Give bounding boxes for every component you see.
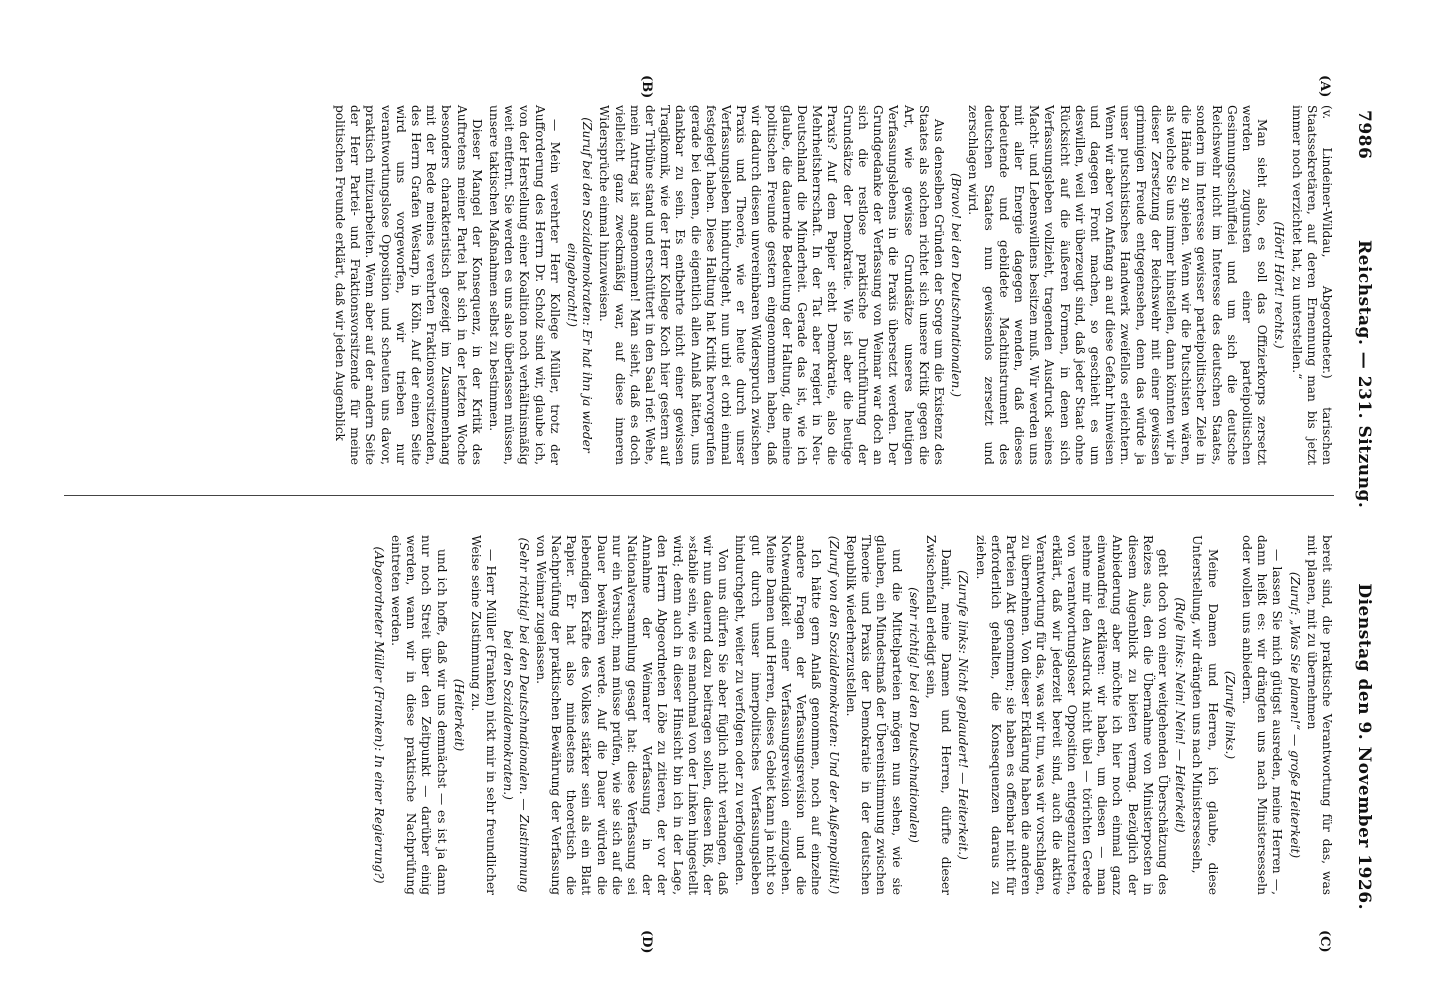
right-column-paragraph: Von uns dürfen Sie aber füglich nicht verlangen, daß wir nun dauernd dazu beitragen sollen, diesen Riß, der »stabile sein, wie es manchmal von der Linken hingestellt wird; denn auch in dieser Hinsicht bin ich in der Lage, den Herrn Abgeordneten Löbe zu zitieren, der vor der Annahme der Weimarer Verfassung in der Nationalversammlung gesagt hat: diese Verfassung sei nur ein Versuch; man müsse prüfen, wie sie sich auf die Dauer bewähren werde. Auf die Dauer würden die lebendigen Kräfte des Volkes stärker sein als ein Blatt Papier. Er hat also mindestens theoretisch die Nachprüfung der praktischen Bewährung der Verfassung von Weimar zugelassen. [533,535,731,895]
right-column-paragraph: (Zurufe links.) [1222,670,1237,760]
right-column-paragraph: — Herr Müller (Franken) nickt mir in sehr freundlicher Weise seine Zustimmung zu. [469,535,499,895]
left-column-paragraph: (Hört! Hört! rechts.) [1272,221,1287,349]
left-column-paragraph: (v. Lindeiner-Wildau, Abgeordneter.) tarischen Staatssekretären, auf deren Ernennung man bis jetzt immer noch verzichtet hat, zu unterstellen.“ [1289,105,1334,465]
margin-mark-a: (A) [1317,75,1332,98]
right-column-paragraph: geht doch von einer weitgehenden Überschätzung des Reizes aus, den die Übernahme von Ministerposten in diesem Augenblick zu bieten vermag. Bezüglich der Anbiederung aber möchte ich hier noch einmal ganz einwandfrei erklären: wir haben, um diesen — man nehme mir den Ausdruck nicht übel — törichten Gerede von verantwortungsloser Opposition entgegenzutreten, erklärt, daß wir jederzeit bereit sind, auch die aktive Verantwortung für das, was wir tun, was wir vorschlagen, zu übernehmen. Von dieser Erklärung haben die anderen Parteien Akt genommen; sie haben es offenbar nicht für erforderlich gehalten, die Konsequenzen daraus zu ziehen. [973,535,1170,895]
column-divider [64,495,1334,496]
right-column-paragraph: Ich hätte gern Anlaß genommen, noch auf einzelne andere Fragen der Verfassungsrevision und die Notwendigkeit einer Verfassungsrevision einzugehen. Meine Damen und Herren, dieses Gebiet kann ja nicht so gut durch unser innerpolitisches Verfassungsleben hindurchgeht, weiter zu verfolgen oder zu verfolgenden. [733,535,824,895]
page-header [1346,110,1374,910]
right-column-paragraph: (sehr richtig! bei den Deutschnationalen) [906,587,921,843]
right-column-paragraph: (Zurufe links: Nicht geplaudert! — Heiterkeit.) [956,570,971,860]
left-column [330,105,1334,465]
page-number: 7986 [1354,110,1374,160]
right-column-paragraph: (Zuruf von den Sozialdemokraten: Und der Außenpolitik!) [826,535,841,895]
margin-mark-c: (C) [1317,930,1332,953]
right-column-paragraph: (Rufe links: Nein! Nein! — Heiterkeit) [1173,597,1188,833]
session-title: Reichstag. — 231. Sitzung. [1354,240,1374,509]
left-column-paragraph: Dieser Mangel der Konsequenz, in der Kritik des Auftretens meiner Partei hat sich in der letzten Woche besonders charakteristisch gezeigt im Zusammenhang mit der Rede meines verehrten Fraktionsvorsitzenden, des Herrn Grafen Westarp, in Köln. Auf der einen Seite wird uns vorgeworfen, wir trieben nur verantwortungslose Opposition und scheuten uns davor, praktisch mitzuarbeiten. Wenn aber auf der andern Seite der Herr Partei- und Fraktionsvorsitzende für meine politischen Freunde erklärt, daß wir jeden Augenblick [333,105,484,465]
left-column-paragraph: (Zuruf bei den Sozialdemokraten: Er hat ihn ja wieder eingebracht!) [565,117,595,453]
right-column-paragraph: Damit, meine Damen und Herren, dürfte dieser Zwischenfall erledigt sein, [923,535,954,895]
right-column-paragraph: (Heiterkeit) [451,678,466,752]
right-column-paragraph: — lassen Sie mich gütigst ausreden, meine Herren —, dann heißt es: wir drängten uns nach Ministersesseln oder wollen uns anbiedern. [1239,535,1285,895]
left-column-paragraph: — Mein verehrter Herr Kollege Müller, trotz der Aufforderung des Herrn Dr. Scholz sind wir, glaube ich, von der Herstellung einer Koalition noch verhältnismäßig weit entfernt. Sie werden es uns also überlassen müssen, unsere taktischen Maßnahmen selbst zu bestimmen. [487,105,562,465]
margin-mark-b: (B) [639,75,654,99]
right-column-paragraph: und ich hoffe, daß wir uns demnächst — es ist ja dann nur noch Streit über den Zeitpunkt — darüber einig werden, wann wir in diese praktische Nachprüfung eintreten werden. [389,535,449,895]
right-column-paragraph: (Sehr richtig! bei den Deutschnationalen. — Zustimmung bei den Sozialdemokraten.) [501,537,531,893]
right-column-paragraph: (Zuruf: „Was Sie planen!“ — große Heiterkeit) [1287,571,1302,859]
right-column [369,535,1334,895]
left-column-paragraph: Aus denselben Gründen der Sorge um die Existenz des Staates als solchen richtet sich unsere Kritik gegen die Art, wie gewisse Grundsätze unseres heutigen Verfassungslebens in die Praxis übersetzt werden. Der Grundgedanke der Verfassung von Weimar war doch an sich die restlose praktische Durchführung der Grundsätze der Demokratie. Wie ist aber die heutige Praxis? Auf dem Papier steht Demokratie, also die Mehrheitsherrschaft. In der Tat aber regiert in Neu-Deutschland die Minderheit. Gerade das ist, wie ich glaube, die dauernde Bedeutung der Haltung, die meine politischen Freunde gestern eingenommen haben, daß wir dadurch diesen unvereinbaren Widerspruch zwischen Praxis und Theorie, wie er heute durch unser Verfassungsleben hindurchgeht, nun urbi et orbi einmal festgelegt haben. Diese Haltung hat Kritik hervorgerufen gerade bei denen, die eigentlich allen Anlaß hätten, uns dankbar zu sein. Es entbehrte nicht einer gewissen Tragikomik, wie der Herr Kollege Koch hier gestern auf der Tribüne stand und erschüttert in den Saal rief: Wehe, mein Antrag ist angenommen! Man sieht, daß es doch vielleicht ganz zweckmäßig war, auf diese inneren Widersprüche einmal hinzuweisen. [597,105,946,465]
session-date: Dienstag den 9. November 1926. [1354,583,1374,910]
right-column-paragraph: bereit sind, die praktische Verantwortung für das, was mit planen, mit zu übernehmen [1304,535,1334,895]
left-column-paragraph: (Bravo! bei den Deutschnationalen.) [949,173,964,397]
right-column-paragraph: (Abgeordneter Müller (Franken): In einer Regierung?) [371,546,386,884]
right-column-paragraph: Meine Damen und Herren, ich glaube, diese Unterstellung, wir drängten uns nach Ministersesseln, [1190,535,1220,895]
right-column-paragraph: und die Mittelparteien mögen nun sehen, wie sie glauben, ein Mindestmaß der Übereinstimmung zwischen Theorie und Praxis der Demokratie in der deutschen Republik wiederherzustellen. [843,535,904,895]
footer [0,0,22,1000]
left-column-paragraph: Man sieht also, es soll das Offizierkorps zersetzt werden zugunsten einer parteipolitischen Gesinnungsschnüffelei und um sich die deutsche Reichswehr nicht im Interesse des deutschen Staates, sondern im Interesse gewisser parteipolitischer Ziele in die Hände zu spielen. Wenn wir die Putschisten wären, als welche Sie uns immer hinstellen, dann könnten wir ja dieser Zersetzung der Reichswehr mit einer gewissen grimmigen Freude entgegensehen, denn das würde ja unser putschistisches Handwerk zweifellos erleichtern. Wenn wir aber von Anfang an auf diese Gefahr hinweisen und dagegen Front machen, so geschieht es um deswillen, weil wir überzeugt sind, daß jeder Staat ohne Rücksicht auf die äußeren Formen, in denen sich Verfassungsleben vollzieht, tragenden Ausdruck seines Macht- und Lebenswillens besitzen muß. Wir werden uns mit aller Energie dagegen wenden, daß dieses bedeutende und gebildete Machtinstrument des deutschen Staates nun gewissenlos zersetzt und zerschlagen wird. [966,105,1270,465]
margin-mark-d: (D) [639,930,654,954]
